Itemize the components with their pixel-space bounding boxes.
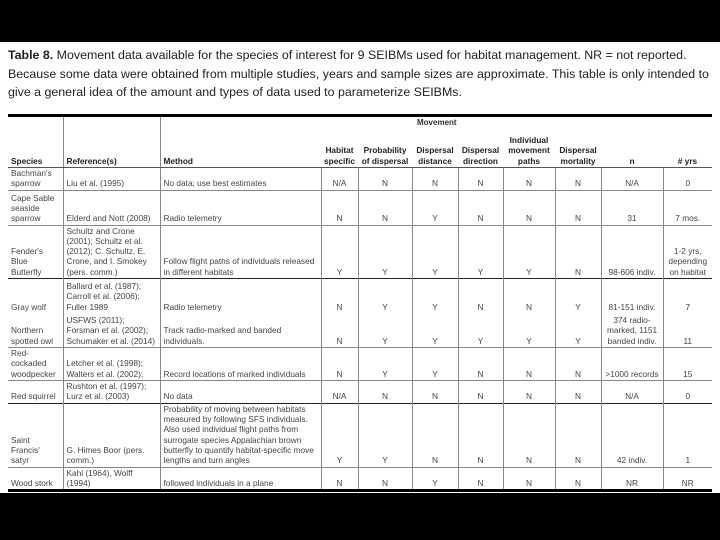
cell-method: No data bbox=[160, 380, 321, 403]
slide-page bbox=[0, 42, 720, 493]
cell-dispersal-distance: Y bbox=[412, 190, 458, 225]
cell-years: 7 bbox=[663, 279, 712, 314]
cell-n: N/A bbox=[601, 168, 663, 191]
cell-method: Probability of moving between habitats measured by following SFS individuals. Also used individual flight paths from surrogate species Appalachian brown butterfly to quantify habitat-specific move lengths and turn angles bbox=[160, 403, 321, 467]
header-row bbox=[8, 117, 712, 168]
header-dispersal-direction: Dispersal direction bbox=[458, 117, 503, 168]
cell-dispersal-mortality: N bbox=[555, 225, 601, 278]
cell-reference: Kahl (1964), Wolff (1994) bbox=[63, 467, 160, 491]
cell-years: 7 mos. bbox=[663, 190, 712, 225]
cell-dispersal-distance: Y bbox=[412, 225, 458, 278]
cell-n: >1000 records bbox=[601, 348, 663, 381]
cell-individual-movement-paths: N bbox=[503, 467, 555, 491]
cell-habitat-specific: N bbox=[321, 348, 358, 381]
cell-probability-of-dispersal: Y bbox=[358, 403, 412, 467]
cell-years: NR bbox=[663, 467, 712, 491]
cell-individual-movement-paths: N bbox=[503, 403, 555, 467]
cell-dispersal-mortality: N bbox=[555, 168, 601, 191]
table-row bbox=[8, 348, 712, 381]
cell-years: 11 bbox=[663, 313, 712, 348]
cell-dispersal-direction: N bbox=[458, 467, 503, 491]
cell-reference: Liu et al. (1995) bbox=[63, 168, 160, 191]
cell-dispersal-distance: N bbox=[412, 168, 458, 191]
cell-n: 42 indiv. bbox=[601, 403, 663, 467]
cell-dispersal-direction: N bbox=[458, 403, 503, 467]
cell-species: Northern spotted owl bbox=[11, 325, 53, 346]
cell-probability-of-dispersal: Y bbox=[358, 279, 412, 314]
cell-method: Follow flight paths of individuals released in different habitats bbox=[160, 225, 321, 278]
table-row bbox=[8, 403, 712, 467]
cell-reference: Rushton et al. (1997); Lurz et al. (2003) bbox=[63, 380, 160, 403]
cell-dispersal-distance: Y bbox=[412, 313, 458, 348]
cell-dispersal-distance: Y bbox=[412, 279, 458, 314]
cell-species: Bachman's sparrow bbox=[8, 168, 63, 191]
cell-species: Saint Francis' satyr bbox=[8, 403, 63, 467]
movement-group-header: Movement bbox=[417, 118, 457, 127]
cell-n: 98-606 indiv. bbox=[601, 225, 663, 278]
cell-individual-movement-paths: N bbox=[503, 168, 555, 191]
cell-reference: G. Himes Boor (pers. comm.) bbox=[63, 403, 160, 467]
cell-individual-movement-paths: Y bbox=[503, 313, 555, 348]
cell-reference: Letcher et al. (1998); Walters et al. (2002); bbox=[63, 348, 160, 381]
cell-years: 1-2 yrs, depending on habitat bbox=[663, 225, 712, 278]
cell-dispersal-direction: N bbox=[458, 190, 503, 225]
caption-text: Movement data available for the species of interest for 9 SEIBMs used for habitat management. NR = not reported. Because some data were obtained from multiple studies, years and sample sizes are approximate. This table is only intended to give a general idea of the amount and types of data used to parameterize SEIBMs. bbox=[8, 48, 709, 99]
header-dispersal-distance: Dispersal distance bbox=[412, 117, 458, 168]
cell-dispersal-direction: Y bbox=[458, 225, 503, 278]
caption-label: Table 8. bbox=[8, 48, 54, 62]
cell-reference: Ballard et al. (1987); Carroll et al. (2006); Fuller 1989 bbox=[63, 279, 160, 314]
cell-n: N/A bbox=[601, 380, 663, 403]
cell-dispersal-mortality: N bbox=[555, 403, 601, 467]
cell-years: 1 bbox=[663, 403, 712, 467]
cell-individual-movement-paths: N bbox=[503, 190, 555, 225]
table-row bbox=[8, 467, 712, 491]
cell-dispersal-mortality: N bbox=[555, 190, 601, 225]
cell-dispersal-distance: N bbox=[412, 380, 458, 403]
cell-species: Wood stork bbox=[8, 467, 63, 491]
table-row bbox=[8, 225, 712, 278]
cell-species: Cape Sable seaside sparrow bbox=[8, 190, 63, 225]
header-method: Method bbox=[160, 117, 321, 168]
table-row bbox=[8, 190, 712, 225]
header-n: n bbox=[601, 117, 663, 168]
cell-n: 31 bbox=[601, 190, 663, 225]
cell-probability-of-dispersal: N bbox=[358, 168, 412, 191]
header-references: Reference(s) bbox=[63, 117, 160, 168]
cell-dispersal-distance: Y bbox=[412, 348, 458, 381]
cell-individual-movement-paths: N bbox=[503, 348, 555, 381]
cell-habitat-specific: N bbox=[321, 467, 358, 491]
cell-n: 81-151 indiv. bbox=[601, 279, 663, 314]
cell-habitat-specific: N bbox=[321, 190, 358, 225]
cell-method: Record locations of marked individuals bbox=[160, 348, 321, 381]
cell-individual-movement-paths: N bbox=[503, 279, 555, 314]
cell-probability-of-dispersal: N bbox=[358, 190, 412, 225]
cell-habitat-specific: N/A bbox=[321, 380, 358, 403]
cell-habitat-specific: Y bbox=[321, 403, 358, 467]
cell-species: Red squirrel bbox=[8, 380, 63, 403]
cell-habitat-specific: N/A bbox=[321, 168, 358, 191]
cell-reference: Schultz and Crone (2001); Schultz et al. (2012); C. Schultz, E. Crone, and I. Smokey (pers. comm.) bbox=[63, 225, 160, 278]
cell-method: followed individuals in a plane bbox=[160, 467, 321, 491]
cell-dispersal-direction: N bbox=[458, 279, 503, 314]
cell-reference: Elderd and Nott (2008) bbox=[63, 190, 160, 225]
cell-probability-of-dispersal: N bbox=[358, 380, 412, 403]
table-caption bbox=[8, 46, 714, 102]
cell-dispersal-distance: Y bbox=[412, 467, 458, 491]
cell-dispersal-direction: N bbox=[458, 168, 503, 191]
header-probability-of-dispersal: Probability of dispersal bbox=[358, 117, 412, 168]
cell-method: Track radio-marked and banded individuals. bbox=[160, 313, 321, 348]
cell-individual-movement-paths: Y bbox=[503, 225, 555, 278]
table-row bbox=[8, 168, 712, 191]
cell-habitat-specific: N bbox=[321, 279, 358, 314]
table-row bbox=[8, 380, 712, 403]
movement-data-table bbox=[8, 117, 712, 492]
cell-dispersal-mortality: N bbox=[555, 467, 601, 491]
cell-dispersal-distance: N bbox=[412, 403, 458, 467]
cell-reference: USFWS (2011); Forsman et al. (2002); Schumaker et al. (2014) bbox=[63, 313, 160, 348]
cell-habitat-specific: Y bbox=[321, 225, 358, 278]
cell-method: Radio telemetry bbox=[160, 279, 321, 314]
cell-species: Gray wolf bbox=[8, 279, 63, 314]
cell-dispersal-direction: N bbox=[458, 348, 503, 381]
cell-dispersal-direction: N bbox=[458, 380, 503, 403]
cell-probability-of-dispersal: Y bbox=[358, 225, 412, 278]
header-years: # yrs bbox=[663, 117, 712, 168]
cell-dispersal-mortality: Y bbox=[555, 313, 601, 348]
cell-probability-of-dispersal: N bbox=[358, 467, 412, 491]
cell-dispersal-mortality: N bbox=[555, 380, 601, 403]
cell-years: 0 bbox=[663, 168, 712, 191]
cell-probability-of-dispersal: Y bbox=[358, 348, 412, 381]
header-species: Species bbox=[8, 117, 63, 168]
header-habitat-specific: Habitat specific bbox=[321, 117, 358, 168]
cell-probability-of-dispersal: Y bbox=[358, 313, 412, 348]
cell-method: No data; use best estimates bbox=[160, 168, 321, 191]
cell-years: 0 bbox=[663, 380, 712, 403]
cell-n: NR bbox=[601, 467, 663, 491]
cell-dispersal-mortality: N bbox=[555, 348, 601, 381]
cell-habitat-specific: N bbox=[321, 313, 358, 348]
header-individual-movement-paths: Individual movement paths bbox=[503, 117, 555, 168]
cell-dispersal-direction: Y bbox=[458, 313, 503, 348]
table-row bbox=[8, 279, 712, 314]
cell-dispersal-mortality: Y bbox=[555, 279, 601, 314]
cell-method: Radio telemetry bbox=[160, 190, 321, 225]
cell-n: 374 radio-marked, 1151 banded indiv. bbox=[601, 313, 663, 348]
table-row bbox=[8, 313, 712, 348]
cell-individual-movement-paths: N bbox=[503, 380, 555, 403]
cell-species: Fender's Blue Butterfly bbox=[8, 225, 63, 278]
cell-species: Red-cockaded woodpecker bbox=[8, 348, 63, 381]
header-dispersal-mortality: Dispersal mortality bbox=[555, 117, 601, 168]
cell-years: 15 bbox=[663, 348, 712, 381]
